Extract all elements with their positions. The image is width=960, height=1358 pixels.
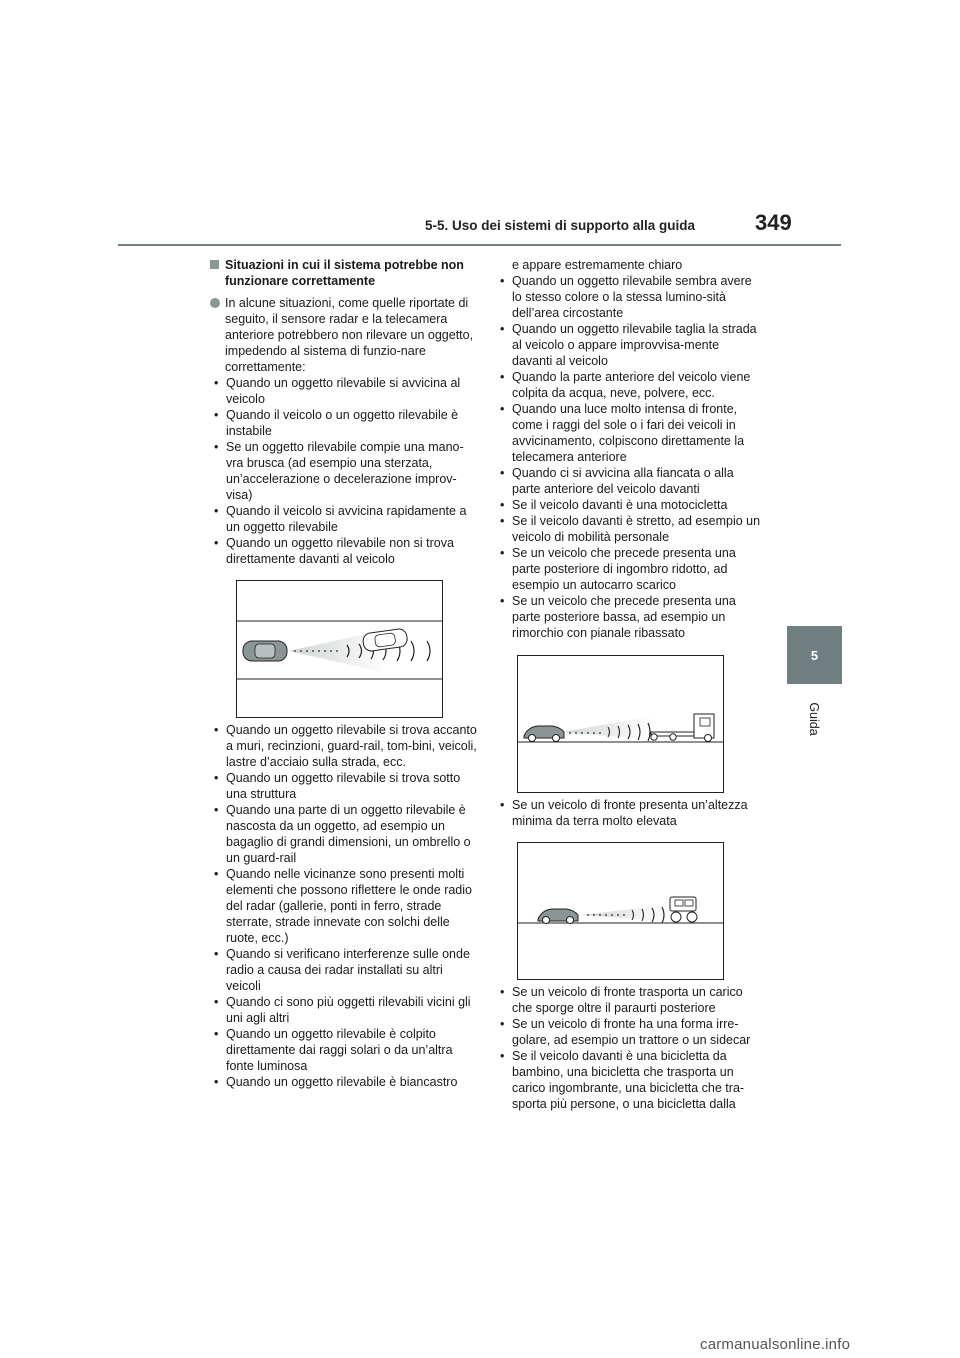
truck-trailer-diagram bbox=[518, 656, 723, 792]
list-item: • Se un oggetto rilevabile compie una mano-vra brusca (ad esempio una sterzata, un’accelerazione o decelerazione improv-visa) bbox=[210, 439, 480, 503]
high-clearance-diagram bbox=[518, 843, 723, 979]
list-item: • Quando un oggetto rilevabile si trova accanto a muri, recinzioni, guard-rail, tom-bini, veicoli, lastre d’acciaio sulla strada, ecc. bbox=[210, 722, 480, 770]
bullet-list-b bbox=[210, 722, 480, 1090]
list-item: • Quando un oggetto rilevabile si avvicina al veicolo bbox=[210, 375, 480, 407]
list-item: • Quando si verificano interferenze sulle onde radio a causa dei radar installati su altri veicoli bbox=[210, 946, 480, 994]
intro-text: In alcune situazioni, come quelle riportate di seguito, il sensore radar e la telecamera anteriore potrebbero non rilevare un oggetto, impedendo al sistema di funzio-nare correttamente: bbox=[225, 296, 474, 374]
list-item: • Quando un oggetto rilevabile è colpito direttamente dai raggi solari o da un’altra fonte luminosa bbox=[210, 1026, 480, 1074]
left-column-continued bbox=[210, 722, 480, 1090]
list-item: • Quando il veicolo si avvicina rapidamente a un oggetto rilevabile bbox=[210, 503, 480, 535]
list-item: • Se un veicolo di fronte ha una forma irre-golare, ad esempio un trattore o un sidecar bbox=[496, 1016, 761, 1048]
intro-paragraph bbox=[210, 295, 480, 375]
list-item: • Se un veicolo che precede presenta una parte posteriore bassa, ad esempio un rimorchio con pianale ribassato bbox=[496, 593, 761, 641]
right-column bbox=[496, 257, 761, 641]
car-radar-diagram bbox=[237, 581, 442, 717]
list-item: • Quando il veicolo o un oggetto rilevabile è instabile bbox=[210, 407, 480, 439]
list-item: • Quando la parte anteriore del veicolo viene colpita da acqua, neve, polvere, ecc. bbox=[496, 369, 761, 401]
left-column bbox=[210, 257, 480, 567]
list-item: • Quando nelle vicinanze sono presenti molti elementi che possono riflettere le onde radio del radar (gallerie, ponti in ferro, strade sterrate, strade innevate con solchi delle ruote, ecc.) bbox=[210, 866, 480, 946]
list-item: • Quando un oggetto rilevabile non si trova direttamente davanti al veicolo bbox=[210, 535, 480, 567]
list-item: • Quando una luce molto intensa di fronte, come i raggi del sole o i fari dei veicoli in avvicinamento, colpiscono direttamente la telecamera anteriore bbox=[496, 401, 761, 465]
continuation-text: e appare estremamente chiaro bbox=[512, 258, 683, 272]
bullet-list-e bbox=[496, 984, 761, 1112]
section-heading-text: Situazioni in cui il sistema potrebbe non funzionare correttamente bbox=[225, 258, 464, 288]
list-item: • Quando ci sono più oggetti rilevabili vicini gli uni agli altri bbox=[210, 994, 480, 1026]
section-heading bbox=[210, 257, 480, 289]
right-column-continued-2 bbox=[496, 984, 761, 1112]
list-item: • Quando un oggetto rilevabile è biancastro bbox=[210, 1074, 480, 1090]
page-number: 349 bbox=[755, 210, 792, 235]
illustration-low-trailer bbox=[517, 655, 724, 793]
illustration-high-clearance-vehicle bbox=[517, 842, 724, 980]
chapter-label: Guida bbox=[807, 702, 821, 736]
list-item: • Se un veicolo che precede presenta una parte posteriore di ingombro ridotto, ad esempio un autocarro scarico bbox=[496, 545, 761, 593]
right-column-continued-1 bbox=[496, 797, 761, 829]
watermark: carmanualsonline.info bbox=[700, 1336, 851, 1353]
square-bullet-icon bbox=[210, 260, 219, 269]
list-item: • Quando ci si avvicina alla fiancata o alla parte anteriore del veicolo davanti bbox=[496, 465, 761, 497]
list-item: • Se un veicolo di fronte presenta un’altezza minima da terra molto elevata bbox=[496, 797, 761, 829]
bullet-list-d bbox=[496, 797, 761, 829]
list-item: • Quando un oggetto rilevabile taglia la strada al veicolo o appare improvvisa-mente davanti al veicolo bbox=[496, 321, 761, 369]
list-item: • Se il veicolo davanti è stretto, ad esempio un veicolo di mobilità personale bbox=[496, 513, 761, 545]
list-item: • Quando un oggetto rilevabile sembra avere lo stesso colore o la stessa lumino-sità dell’area circostante bbox=[496, 273, 761, 321]
list-item: • Se il veicolo davanti è una bicicletta da bambino, una bicicletta che trasporta un carico ingombrante, una bicicletta che tra-sporta più persone, o una bicicletta dalla bbox=[496, 1048, 761, 1112]
illustration-vehicle-approach bbox=[236, 580, 443, 718]
list-item: • Se il veicolo davanti è una motocicletta bbox=[496, 497, 761, 513]
page-header-title: 5-5. Uso dei sistemi di supporto alla guida bbox=[425, 218, 696, 233]
bullet-list-a bbox=[210, 375, 480, 567]
bullet-list-c bbox=[496, 273, 761, 641]
list-item: • Quando una parte di un oggetto rilevabile è nascosta da un oggetto, ad esempio un bagaglio di grandi dimensioni, un ombrello o un guard-rail bbox=[210, 802, 480, 866]
chapter-tab: 5 bbox=[787, 626, 842, 684]
list-item: • Se un veicolo di fronte trasporta un carico che sporge oltre il paraurti posteriore bbox=[496, 984, 761, 1016]
list-item: • Quando un oggetto rilevabile si trova sotto una struttura bbox=[210, 770, 480, 802]
circle-bullet-icon bbox=[210, 298, 220, 308]
header-rule bbox=[118, 244, 841, 246]
